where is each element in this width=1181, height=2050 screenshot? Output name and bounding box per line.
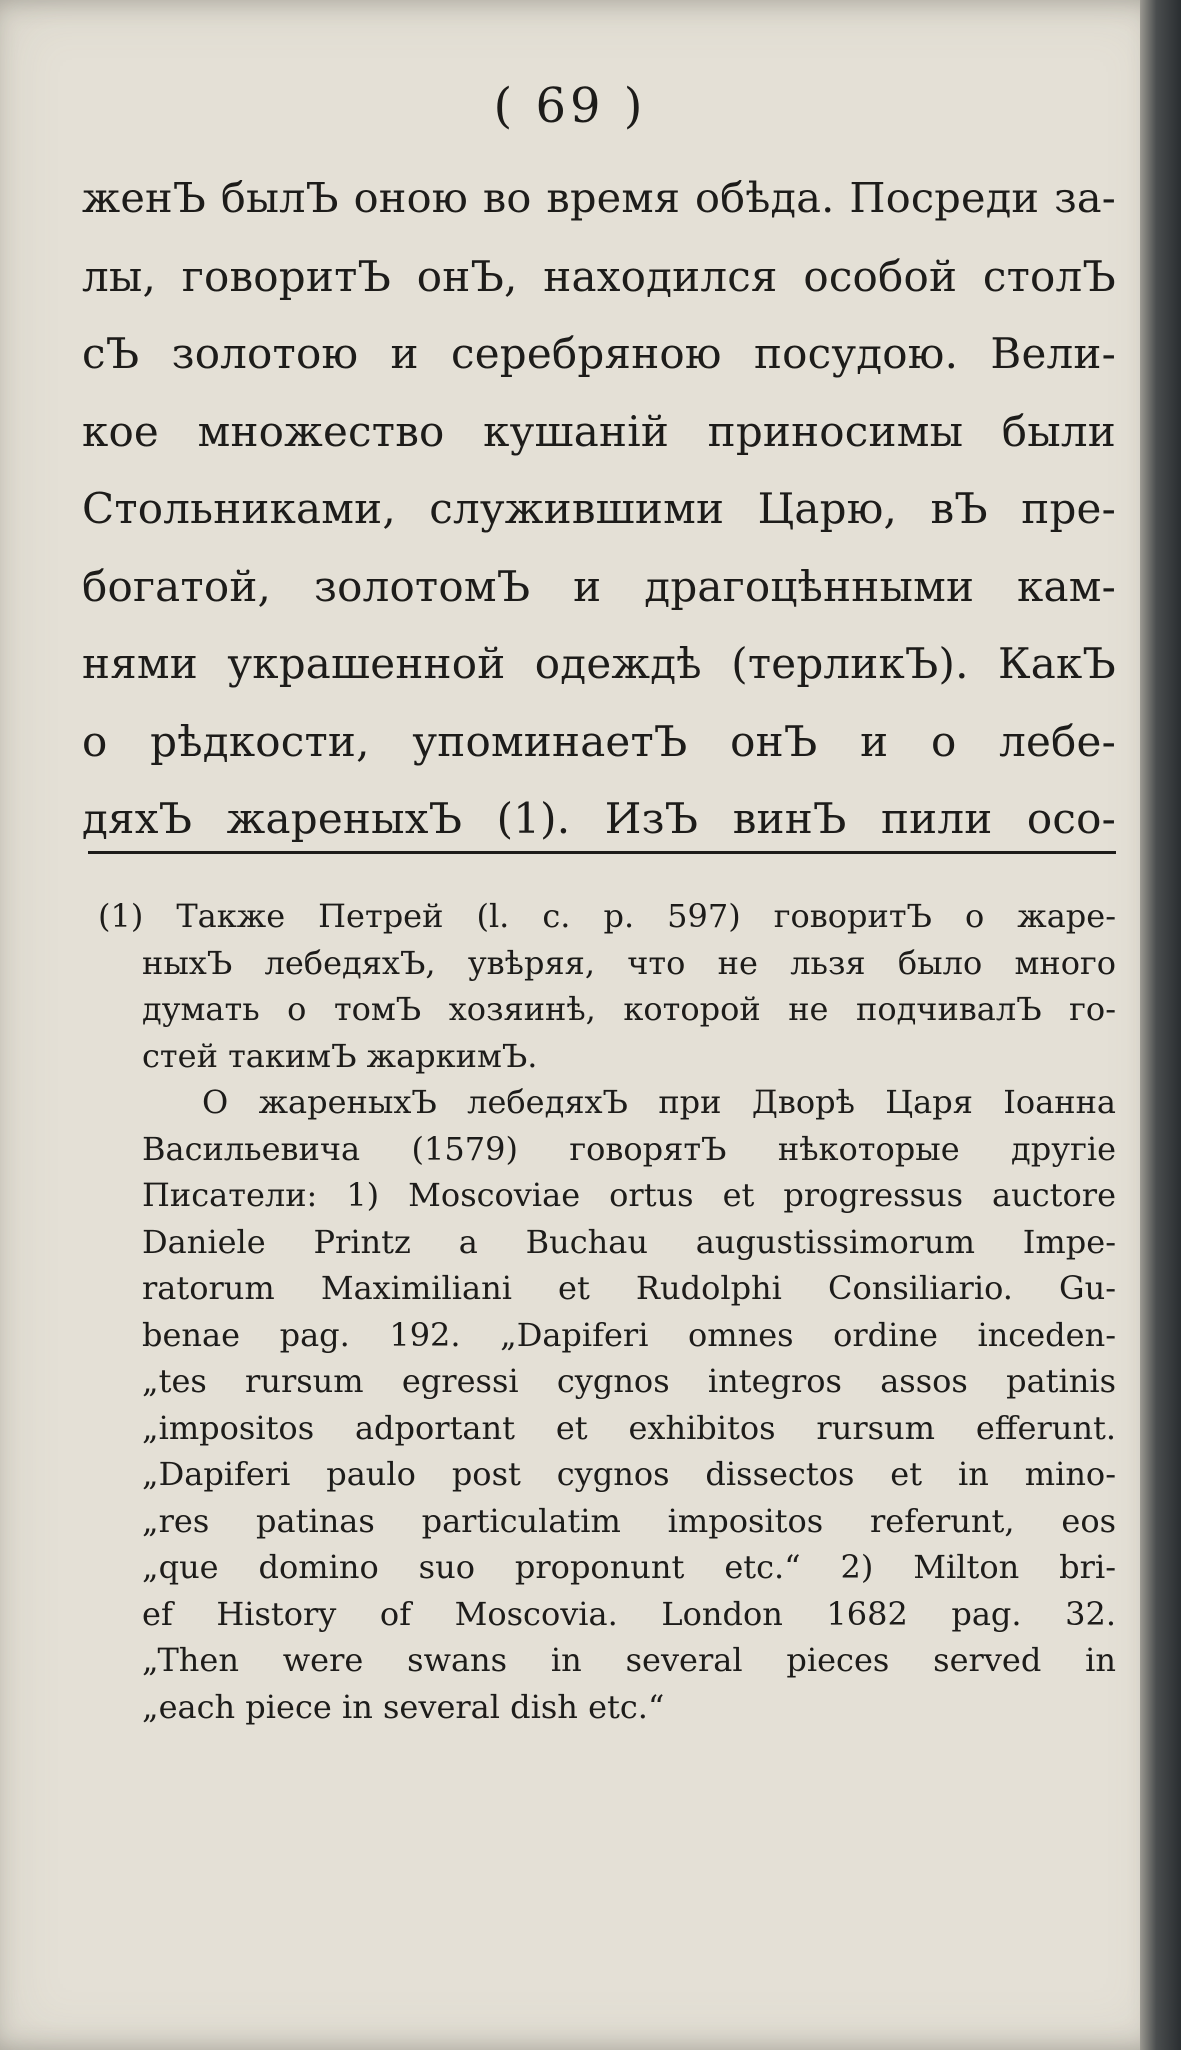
footnote-separator-rule	[88, 851, 1116, 854]
main-text-line: богатой, золотомЪ и драгоцѣнными кам-	[82, 561, 1116, 611]
main-text-line: дяхЪ жареныхЪ (1). ИзЪ винЪ пили осо-	[82, 794, 1116, 843]
main-text-line: кое множество кушанiй приносимы были	[82, 406, 1116, 456]
footnote-line: „impositos adportant et exhibitos rursum efferunt.	[142, 1408, 1116, 1447]
footnote-line: „each piece in several dish etc.“	[142, 1687, 665, 1726]
footnote-line: (1) Также Петрей (l. c. p. 597) говоритЪ о жаре-	[98, 897, 1116, 935]
page-edge-shadow	[1140, 0, 1181, 2050]
footnote-line: benae pag. 192. „Dapiferi omnes ordine inceden-	[142, 1315, 1116, 1354]
footnote-line: Васильевича (1579) говорятЪ нѣкоторые другiе	[142, 1129, 1116, 1168]
footnote-line: Daniele Printz a Buchau augustissimorum Impe-	[142, 1222, 1116, 1261]
main-text-line: о рѣдкости, упоминаетЪ онЪ и о лебе-	[82, 716, 1116, 766]
main-text-line: женЪ былЪ оною во время обѣда. Посреди за-	[82, 174, 1116, 222]
page-number: ( 69 )	[493, 78, 647, 134]
footnote-line: Писатели: 1) Moscoviae ortus et progressus auctore	[142, 1176, 1116, 1214]
footnote-line: ныхЪ лебедяхЪ, увѣряя, что не льзя было много	[142, 943, 1116, 982]
footnote-line: думать о томЪ хозяинѣ, которой не подчивалЪ го-	[142, 990, 1116, 1028]
footnote-line: „Dapiferi paulo post cygnos dissectos et in mino-	[142, 1455, 1116, 1493]
footnote-line: „res patinas particulatim impositos referunt, eos	[142, 1501, 1116, 1540]
main-text	[82, 160, 1116, 858]
footnote-line: ef History of Moscovia. London 1682 pag. 32.	[142, 1594, 1116, 1633]
main-text-line: нями украшенной одеждѣ (терликЪ). КакЪ	[82, 639, 1116, 688]
main-text-line: Стольниками, служившими Царю, вЪ пре-	[82, 484, 1116, 533]
footnote-line: О жареныхЪ лебедяхЪ при Дворѣ Царя Iоанна	[202, 1083, 1116, 1121]
footnote-line: ratorum Maximiliani et Rudolphi Consiliario. Gu-	[142, 1269, 1116, 1307]
footnote-line: „que domino suo proponunt etc.“ 2) Milton bri-	[142, 1548, 1116, 1586]
main-text-line: лы, говоритЪ онЪ, находился особой столЪ	[82, 251, 1116, 301]
footnote-line: стей такимЪ жаркимЪ.	[142, 1036, 538, 1075]
footnote-line: „Then were swans in several pieces served in	[142, 1641, 1116, 1679]
footnote	[98, 893, 1116, 1730]
main-text-line: сЪ золотою и серебряною посудою. Вели-	[82, 329, 1116, 378]
footnote-line: „tes rursum egressi cygnos integros assos patinis	[142, 1362, 1116, 1400]
